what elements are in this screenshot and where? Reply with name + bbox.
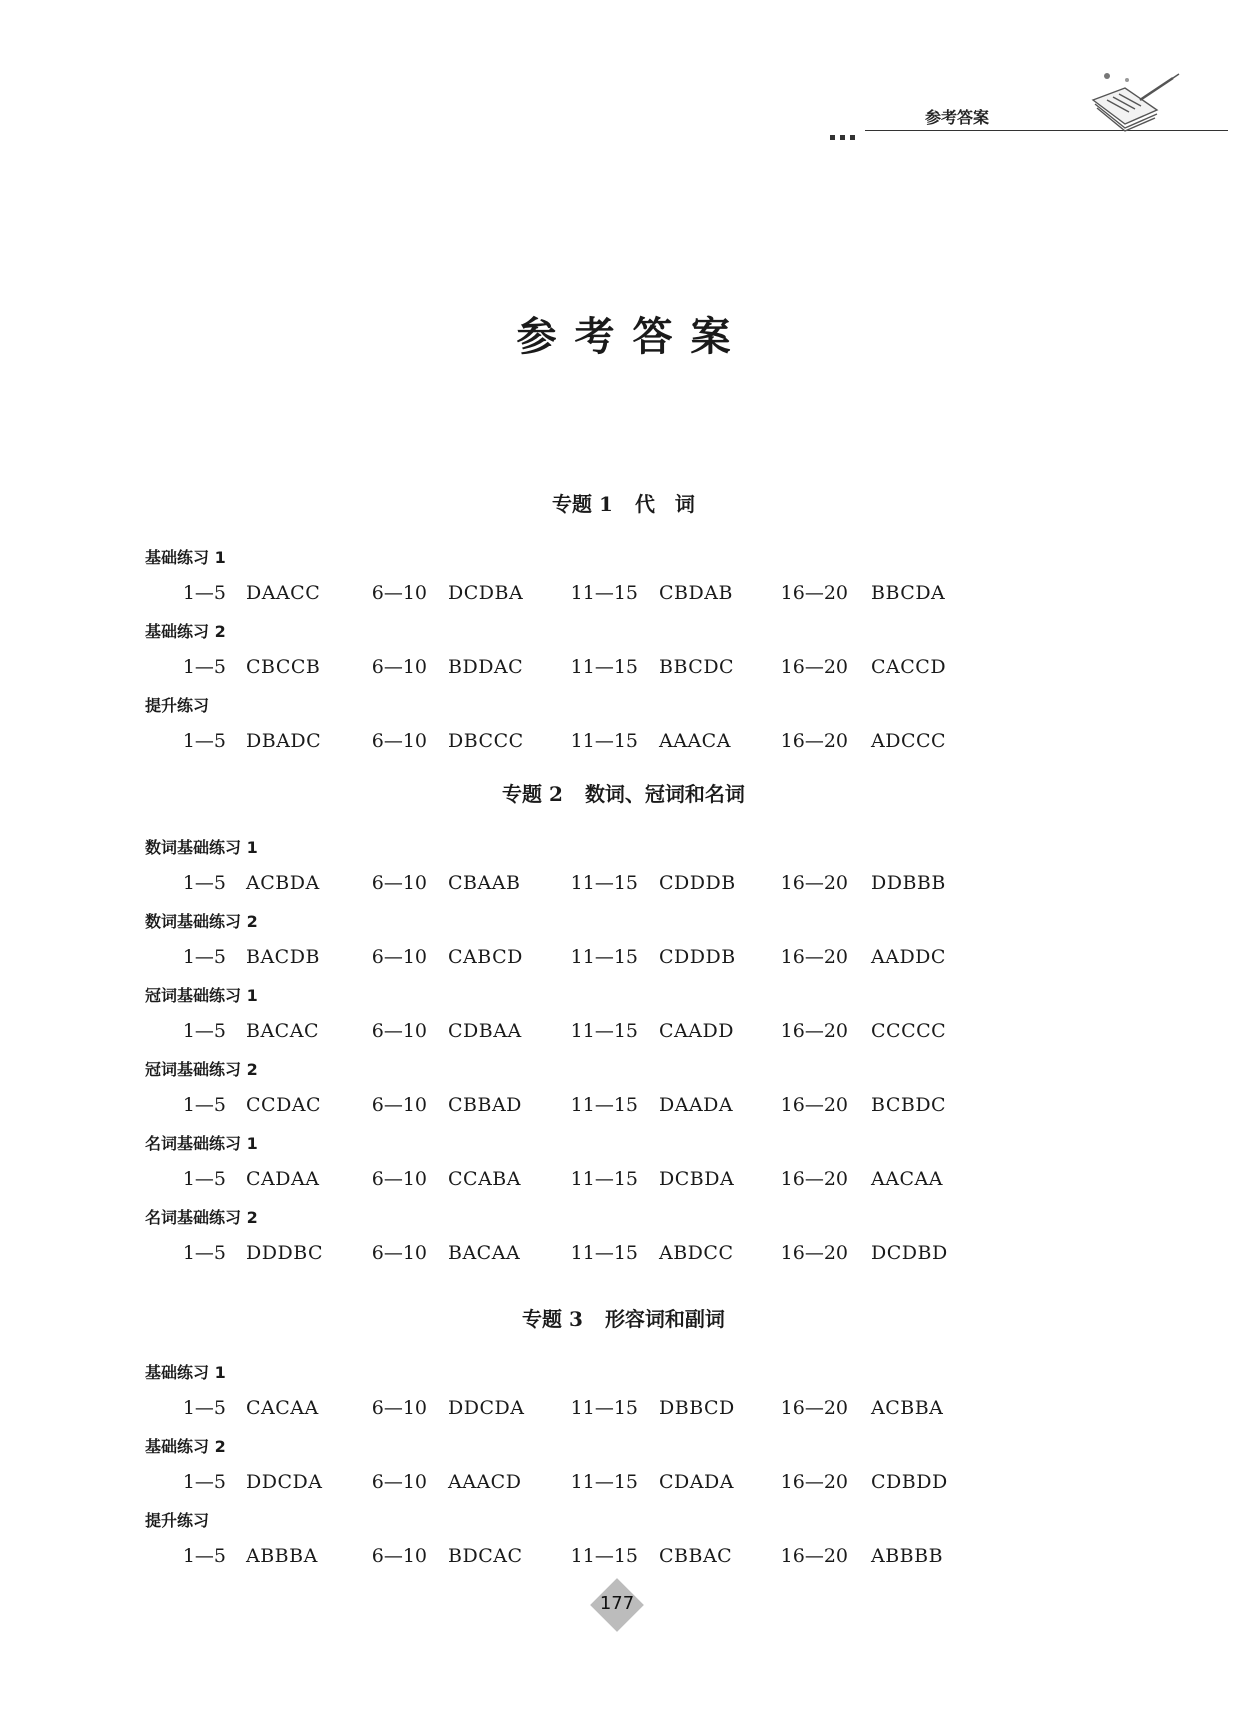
answer-letters: CBCCB — [246, 656, 321, 678]
exercise-heading: 冠词基础练习 1 — [145, 986, 258, 1005]
exercise-heading: 数词基础练习 2 — [145, 912, 258, 931]
question-range: 11—15 — [570, 1545, 638, 1567]
answer-letters: CDADA — [659, 1471, 734, 1493]
answer-letters: CBBAD — [448, 1094, 522, 1116]
answer-letters: ABBBA — [246, 1545, 318, 1567]
question-range: 11—15 — [570, 1094, 638, 1116]
answer-letters: CCDAC — [246, 1094, 322, 1116]
question-range: 16—20 — [780, 1242, 848, 1264]
answer-letters: DCBDA — [659, 1168, 735, 1190]
question-range: 16—20 — [780, 1168, 848, 1190]
question-range: 1—5 — [182, 730, 226, 752]
question-range: 16—20 — [780, 730, 848, 752]
question-range: 16—20 — [780, 1397, 848, 1419]
answer-letters: DBCCC — [448, 730, 524, 752]
section-name: 形容词和副词 — [604, 1307, 725, 1331]
answer-letters: BACDB — [246, 946, 320, 968]
section-name: 代 词 — [634, 492, 695, 516]
question-range: 6—10 — [371, 730, 427, 752]
question-range: 11—15 — [570, 1020, 638, 1042]
question-range: 6—10 — [371, 1168, 427, 1190]
question-range: 16—20 — [780, 582, 848, 604]
question-range: 1—5 — [182, 656, 226, 678]
question-range: 11—15 — [570, 872, 638, 894]
page-number: 177 — [599, 1593, 635, 1614]
answer-row — [0, 946, 1247, 970]
answer-row — [0, 656, 1247, 680]
question-range: 16—20 — [780, 1545, 848, 1567]
answer-row — [0, 582, 1247, 606]
answer-row — [0, 1545, 1247, 1569]
question-range: 1—5 — [182, 1397, 226, 1419]
exercise-heading: 基础练习 1 — [145, 1363, 226, 1382]
question-range: 11—15 — [570, 1242, 638, 1264]
header-dots — [830, 125, 860, 144]
answer-letters: CACAA — [246, 1397, 319, 1419]
question-range: 6—10 — [371, 1545, 427, 1567]
question-range: 16—20 — [780, 872, 848, 894]
question-range: 16—20 — [780, 946, 848, 968]
answer-letters: CBAAB — [448, 872, 521, 894]
question-range: 1—5 — [182, 1168, 226, 1190]
answer-letters: CADAA — [246, 1168, 320, 1190]
answer-row — [0, 872, 1247, 896]
notebook-pen-icon — [1085, 70, 1185, 132]
answer-letters: BACAC — [246, 1020, 319, 1042]
answer-letters: CAADD — [659, 1020, 734, 1042]
question-range: 11—15 — [570, 1168, 638, 1190]
answer-letters: CBBAC — [659, 1545, 733, 1567]
section-name: 数词、冠词和名词 — [584, 782, 745, 806]
section-number: 专题 1 — [552, 492, 613, 516]
question-range: 16—20 — [780, 656, 848, 678]
question-range: 6—10 — [371, 656, 427, 678]
question-range: 1—5 — [182, 582, 226, 604]
answer-row — [0, 730, 1247, 754]
answer-letters: DDCDA — [448, 1397, 525, 1419]
answer-letters: BCBDC — [871, 1094, 947, 1116]
exercise-heading: 基础练习 2 — [145, 1437, 226, 1456]
answer-letters: AADDC — [871, 946, 946, 968]
answer-letters: BBCDC — [659, 656, 735, 678]
question-range: 6—10 — [371, 1397, 427, 1419]
exercise-heading: 提升练习 — [145, 1511, 210, 1530]
answer-row — [0, 1168, 1247, 1192]
answer-letters: ABDCC — [659, 1242, 734, 1264]
answer-letters: AACAA — [871, 1168, 943, 1190]
answer-letters: BBCDA — [871, 582, 946, 604]
question-range: 1—5 — [182, 872, 226, 894]
answer-letters: CCCCC — [871, 1020, 947, 1042]
exercise-heading: 名词基础练习 2 — [145, 1208, 258, 1227]
answer-letters: CDDDB — [659, 946, 736, 968]
question-range: 11—15 — [570, 656, 638, 678]
answer-row — [0, 1094, 1247, 1118]
answer-letters: CDBDD — [871, 1471, 948, 1493]
answer-letters: AAACD — [448, 1471, 522, 1493]
answer-letters: DDBBB — [871, 872, 946, 894]
question-range: 11—15 — [570, 1471, 638, 1493]
question-range: 11—15 — [570, 946, 638, 968]
section-title — [0, 488, 1247, 517]
answer-letters: ACBBA — [871, 1397, 944, 1419]
answer-letters: BDDAC — [448, 656, 524, 678]
section-title — [0, 778, 1247, 807]
question-range: 6—10 — [371, 1471, 427, 1493]
answer-letters: DBBCD — [659, 1397, 735, 1419]
question-range: 1—5 — [182, 1471, 226, 1493]
answer-letters: DCDBA — [448, 582, 524, 604]
answer-row — [0, 1397, 1247, 1421]
question-range: 1—5 — [182, 1242, 226, 1264]
question-range: 11—15 — [570, 730, 638, 752]
question-range: 11—15 — [570, 1397, 638, 1419]
page-title: 参考答案 — [516, 313, 749, 360]
answer-letters: CABCD — [448, 946, 523, 968]
section-number: 专题 2 — [502, 782, 563, 806]
answer-letters: DAACC — [246, 582, 321, 604]
question-range: 6—10 — [371, 872, 427, 894]
answer-letters: ADCCC — [871, 730, 947, 752]
question-range: 1—5 — [182, 946, 226, 968]
question-range: 11—15 — [570, 582, 638, 604]
question-range: 16—20 — [780, 1094, 848, 1116]
exercise-heading: 数词基础练习 1 — [145, 838, 258, 857]
answer-letters: CDDDB — [659, 872, 736, 894]
question-range: 6—10 — [371, 1020, 427, 1042]
exercise-heading: 基础练习 1 — [145, 548, 226, 567]
answer-letters: ABBBB — [871, 1545, 944, 1567]
answer-letters: CCABA — [448, 1168, 521, 1190]
question-range: 16—20 — [780, 1020, 848, 1042]
answer-letters: DDDBC — [246, 1242, 324, 1264]
answer-letters: DBADC — [246, 730, 322, 752]
question-range: 1—5 — [182, 1094, 226, 1116]
question-range: 6—10 — [371, 1242, 427, 1264]
question-range: 6—10 — [371, 1094, 427, 1116]
answer-letters: CACCD — [871, 656, 947, 678]
question-range: 1—5 — [182, 1545, 226, 1567]
answer-row — [0, 1020, 1247, 1044]
question-range: 6—10 — [371, 582, 427, 604]
answer-row — [0, 1471, 1247, 1495]
section-title — [0, 1303, 1247, 1332]
exercise-heading: 名词基础练习 1 — [145, 1134, 258, 1153]
answer-letters: BDCAC — [448, 1545, 523, 1567]
exercise-heading: 提升练习 — [145, 696, 210, 715]
exercise-heading: 冠词基础练习 2 — [145, 1060, 258, 1079]
answer-letters: ACBDA — [246, 872, 320, 894]
answer-letters: AAACA — [659, 730, 731, 752]
exercise-heading: 基础练习 2 — [145, 622, 226, 641]
running-header — [820, 70, 1240, 140]
answer-letters: DDCDA — [246, 1471, 323, 1493]
answer-row — [0, 1242, 1247, 1266]
section-number: 专题 3 — [522, 1307, 583, 1331]
answer-letters: BACAA — [448, 1242, 521, 1264]
header-label: 参考答案 — [925, 108, 990, 127]
question-range: 6—10 — [371, 946, 427, 968]
answer-letters: CBDAB — [659, 582, 733, 604]
question-range: 16—20 — [780, 1471, 848, 1493]
question-range: 1—5 — [182, 1020, 226, 1042]
answer-letters: DAADA — [659, 1094, 734, 1116]
answer-letters: DCDBD — [871, 1242, 948, 1264]
answer-letters: CDBAA — [448, 1020, 522, 1042]
